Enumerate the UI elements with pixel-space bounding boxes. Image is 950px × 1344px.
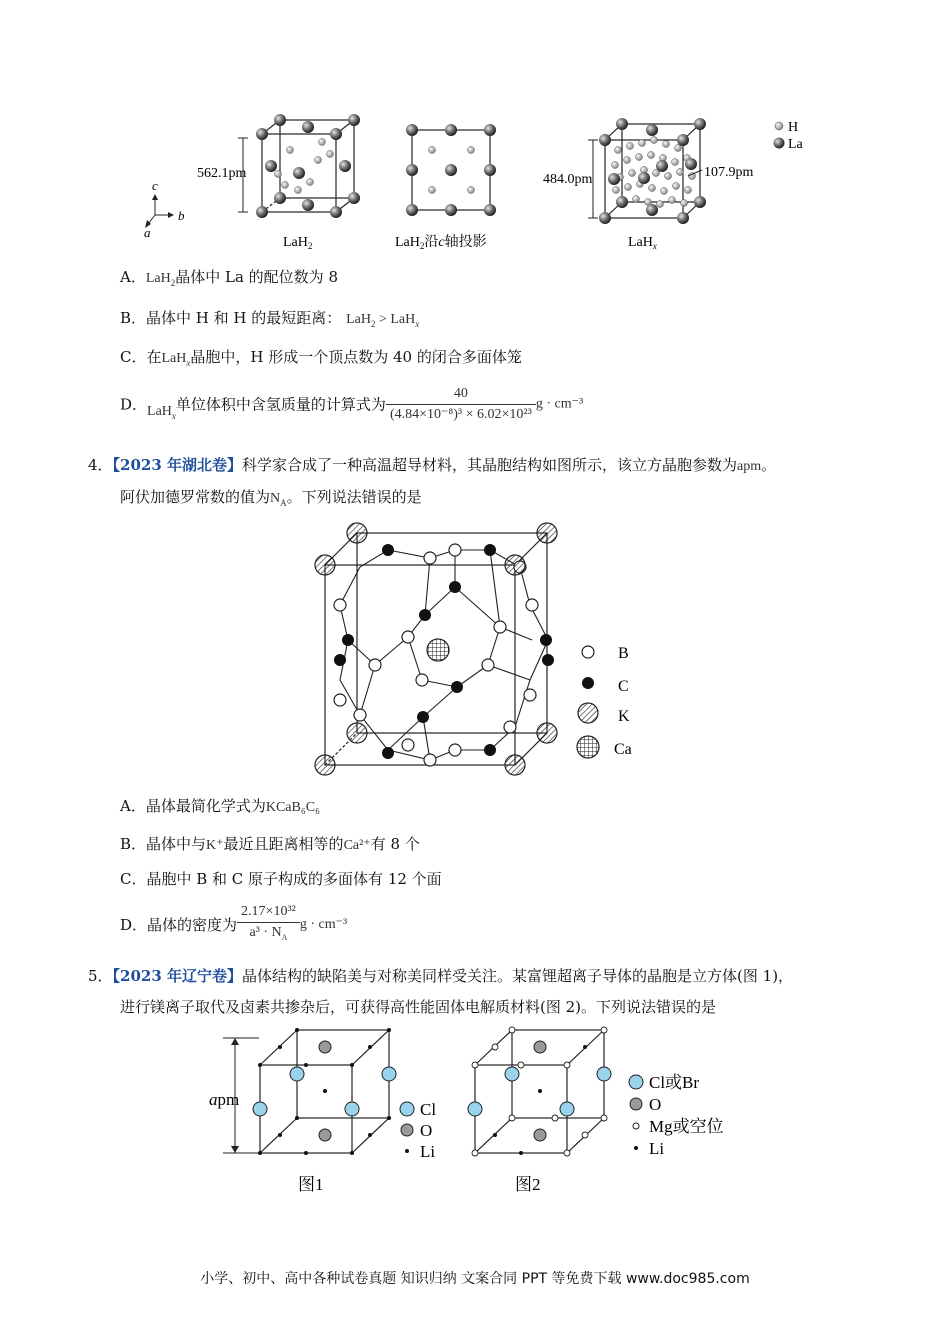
q4-option-a: A．晶体最简化学式为KCaB₆C₆ bbox=[120, 797, 320, 815]
svg-text:LaH2: LaH$_2$ bbox=[283, 235, 313, 251]
lahx-dimension: 484.0pm bbox=[543, 172, 593, 187]
q3-option-d: D．LaH$_x$单位体积中含氢质量的计算式为 $\frac{40}{\text{(4.84×10⁻⁸)³ × 6.02×10²³}}$ g · cm⁻³ bbox=[120, 386, 584, 422]
legend-b: B bbox=[618, 645, 629, 662]
q5-stem-line2: 进行镁离子取代及卤素共掺杂后，可获得高性能固体电解质材料(图 2)。下列说法错误的是 bbox=[120, 998, 717, 1016]
q3-option-a: A．LaH$_2$晶体中 La 的配位数为 8 bbox=[120, 268, 338, 288]
axis-b-label: b bbox=[178, 208, 185, 223]
axes-icon bbox=[145, 194, 174, 228]
legend-h: H bbox=[788, 120, 799, 135]
kcab6c6-cell-figure bbox=[300, 515, 660, 780]
svg-text:Mg或空位: Mg或空位 bbox=[649, 1117, 724, 1136]
page-footer: 小学、初中、高中各种试卷真题 知识归纳 文案合同 PPT 等免费下载 www.doc985.com bbox=[200, 1271, 750, 1287]
fig1-caption: 图1 bbox=[298, 1175, 324, 1194]
fig2-legend bbox=[629, 1073, 724, 1158]
lah2-dimension: 562.1pm bbox=[197, 166, 247, 181]
q3-option-c: C．在LaH$_x$晶胞中，H 形成一个顶点数为 40 的闭合多面体笼 bbox=[120, 348, 522, 368]
q3-option-b: B．晶体中 H 和 H 的最短距离： LaH$_2$ > LaH$_x$ bbox=[120, 309, 420, 329]
axis-c-label: c bbox=[152, 178, 158, 193]
q5-stem-line1: 5．【2023 年辽宁卷】晶体结构的缺陷美与对称美同样受关注。某富锂超离子导体的晶胞是立方体(图 1)， bbox=[88, 967, 794, 985]
li-superionic-figure bbox=[205, 1025, 765, 1200]
q4-option-c: C．晶胞中 B 和 C 原子构成的多面体有 12 个面 bbox=[120, 870, 442, 888]
fig2-caption: 图2 bbox=[515, 1175, 541, 1194]
svg-text:Li: Li bbox=[420, 1142, 436, 1161]
q4-option-b: B．晶体中与K⁺最近且距离相等的Ca²⁺有 8 个 bbox=[120, 835, 420, 853]
lahx-small-dimension: 107.9pm bbox=[704, 165, 754, 180]
svg-text:LaH2沿c轴投影: LaH$_2$沿c轴投影 bbox=[395, 235, 487, 251]
lah2-projection bbox=[406, 124, 496, 216]
legend-c: C bbox=[618, 678, 629, 695]
fig1-legend bbox=[400, 1100, 436, 1161]
legend-ca: Ca bbox=[614, 741, 632, 758]
svg-text:O: O bbox=[420, 1121, 433, 1140]
lah2-caption: LaH bbox=[283, 235, 308, 250]
lah-figure bbox=[140, 110, 820, 255]
q5-source-tag: 【2023 年辽宁卷】 bbox=[112, 967, 243, 985]
lahx-caption: LaH bbox=[628, 235, 653, 250]
svg-text:O: O bbox=[649, 1095, 662, 1114]
legend-la: La bbox=[788, 137, 803, 152]
svg-text:apm: apm bbox=[209, 1090, 240, 1109]
svg-text:LaHx: LaH$_x$ bbox=[628, 235, 657, 251]
svg-text:Cl: Cl bbox=[420, 1100, 437, 1119]
legend-k: K bbox=[618, 708, 630, 725]
q4-source-tag: 【2023 年湖北卷】 bbox=[112, 456, 243, 474]
projection-caption: LaH bbox=[395, 235, 420, 250]
axis-a-label: a bbox=[144, 225, 151, 240]
q4-stem-line1: 4．【2023 年湖北卷】科学家合成了一种高温超导材料，其晶胞结构如图所示，该立方晶胞参数为apm。 bbox=[88, 456, 777, 474]
svg-text:Li: Li bbox=[649, 1139, 665, 1158]
q4-stem-line2: 阿伏加德罗常数的值为$N_A$。下列说法错误的是 bbox=[120, 488, 422, 508]
svg-text:Cl或Br: Cl或Br bbox=[649, 1073, 700, 1092]
cell-parameter-label: a bbox=[209, 1090, 218, 1109]
q4-option-d: D．晶体的密度为 $\frac{\text{2.17×10³²}}{a^3 \cdot N_A}$ g · cm⁻³ bbox=[120, 904, 348, 942]
